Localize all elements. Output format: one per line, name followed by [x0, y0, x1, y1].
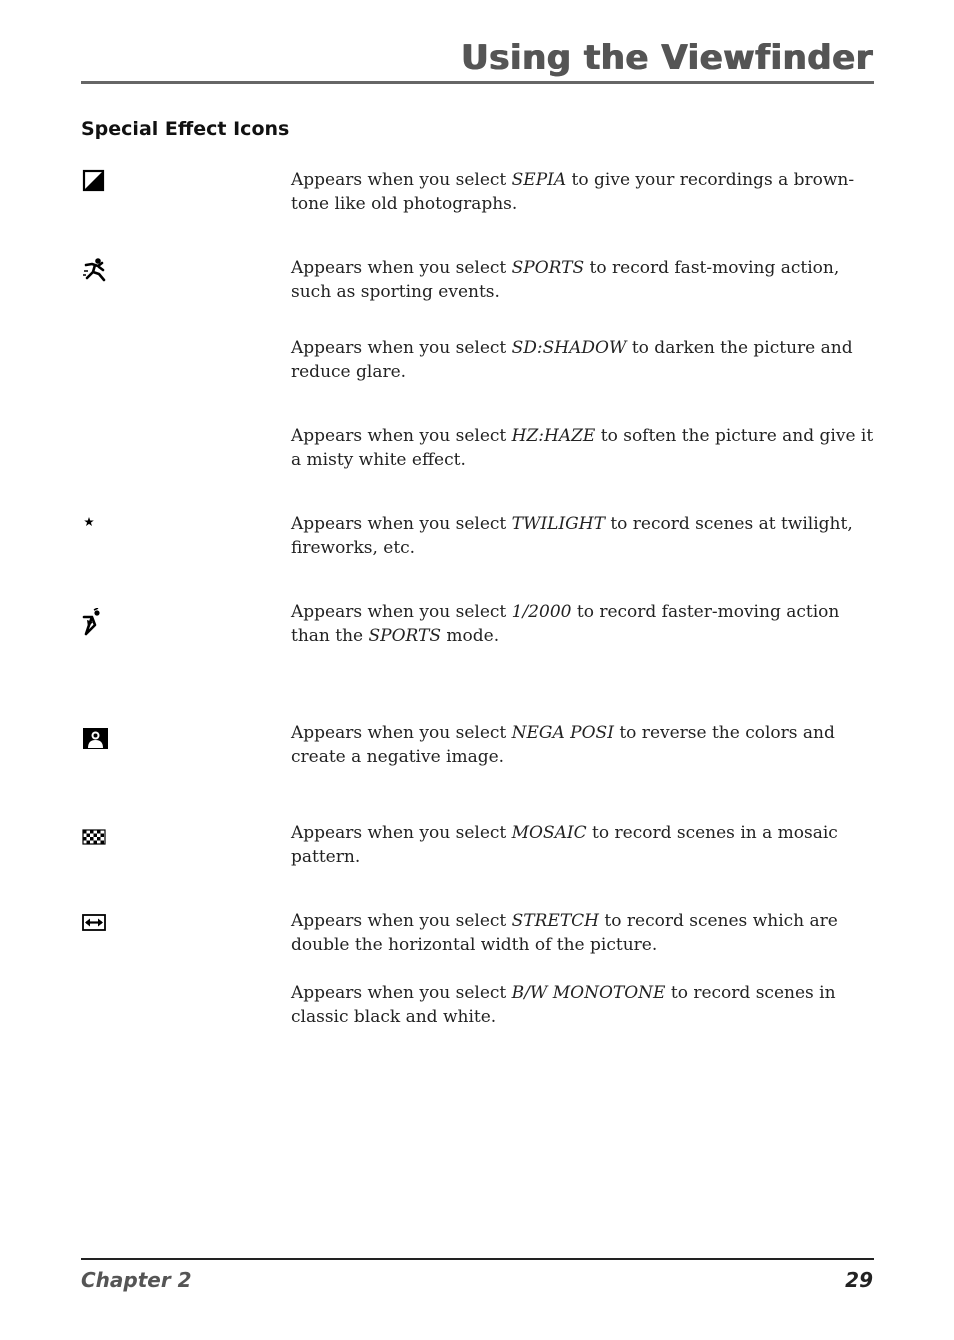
- mode-term: SD:SHADOW: [511, 338, 627, 358]
- entry-description: Appears when you select MOSAIC to record scenes in a mosaic pattern.: [291, 823, 838, 867]
- page-title: Using the Viewfinder: [461, 38, 873, 78]
- entry-description: Appears when you select NEGA POSI to reverse the colors and create a negative image.: [291, 723, 835, 767]
- entry-description: Appears when you select 1/2000 to record faster-moving action than the SPORTS mode.: [291, 602, 840, 646]
- shutter-1-2000-icon: [82, 608, 110, 636]
- mode-term: SPORTS: [368, 626, 442, 646]
- mode-term: STRETCH: [511, 911, 600, 931]
- entry-description: Appears when you select B/W MONOTONE to record scenes in classic black and white.: [291, 983, 836, 1027]
- entry-description: Appears when you select HZ:HAZE to soften the picture and give it a misty white effect.: [291, 426, 874, 470]
- entry-description: Appears when you select STRETCH to record scenes which are double the horizontal width of the picture.: [291, 911, 838, 955]
- mode-term: B/W MONOTONE: [511, 983, 666, 1003]
- twilight-moon-icon: [82, 512, 110, 540]
- mode-term: SEPIA: [511, 170, 567, 190]
- header-rule: [81, 81, 874, 84]
- stretch-icon: [82, 914, 110, 942]
- sepia-icon: [82, 168, 110, 196]
- footer-rule: [81, 1258, 874, 1260]
- section-heading: Special Effect Icons: [81, 118, 290, 140]
- mode-term: TWILIGHT: [511, 514, 605, 534]
- entry-description: Appears when you select SPORTS to record fast-moving action, such as sporting events.: [291, 258, 840, 302]
- entry-description: Appears when you select SD:SHADOW to darken the picture and reduce glare.: [291, 338, 853, 382]
- mode-term: SPORTS: [511, 258, 585, 278]
- page-number: 29: [845, 1268, 873, 1292]
- entry-description: Appears when you select SEPIA to give your recordings a brown-tone like old photographs.: [291, 170, 855, 214]
- nega-posi-icon: [82, 727, 110, 755]
- mode-term: NEGA POSI: [511, 723, 614, 743]
- entry-description: Appears when you select TWILIGHT to record scenes at twilight, fireworks, etc.: [291, 514, 853, 558]
- mode-term: HZ:HAZE: [511, 426, 596, 446]
- mode-term: MOSAIC: [511, 823, 587, 843]
- mode-term: 1/2000: [511, 602, 572, 622]
- mosaic-icon: [82, 829, 110, 857]
- sports-runner-icon: [82, 256, 110, 284]
- footer-chapter: Chapter 2: [81, 1268, 192, 1292]
